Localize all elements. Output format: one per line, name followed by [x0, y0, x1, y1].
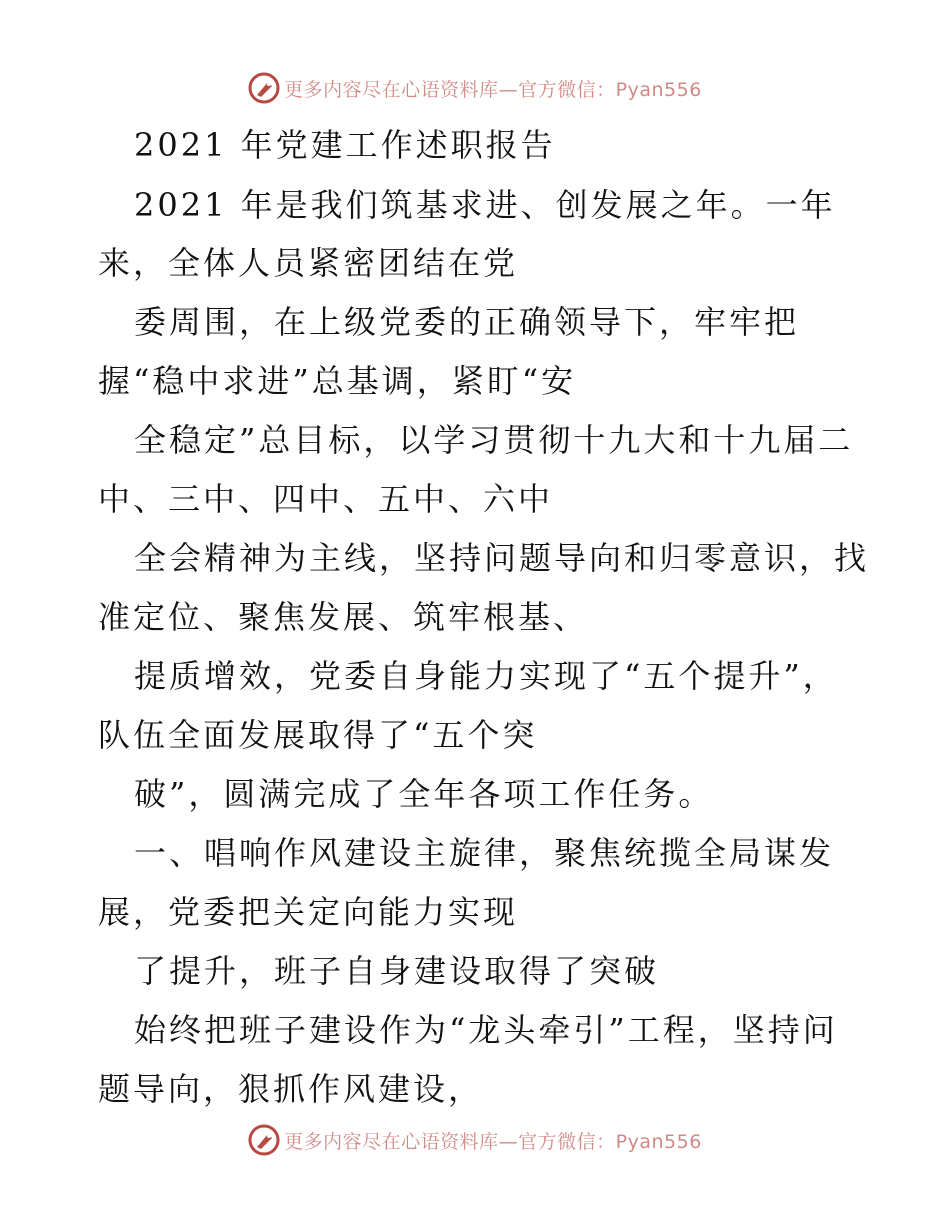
section-heading-line: 展，党委把关定向能力实现: [98, 893, 519, 931]
paragraph-line: 全会精神为主线，坚持问题导向和归零意识，找: [134, 539, 870, 577]
paragraph-line: 准定位、聚焦发展、筑牢根基、: [98, 598, 589, 636]
paragraph-line: 始终把班子建设作为“龙头牵引”工程，坚持问: [134, 1011, 838, 1049]
paragraph-line: 握“稳中求进”总基调，紧盯“安: [98, 362, 577, 400]
section-heading-line: 了提升，班子自身建设取得了突破: [134, 952, 660, 990]
paragraph-line: 提质增效，党委自身能力实现了“五个提升”，: [134, 657, 838, 695]
watermark-text: 更多内容尽在心语资料库—官方微信：Pyan556: [284, 78, 702, 101]
paragraph-line: 来，全体人员紧密团结在党: [98, 244, 519, 282]
paragraph-line: 中、三中、四中、五中、六中: [98, 480, 554, 518]
paragraph-line: 2021 年是我们筑基求进、创发展之年。一年: [134, 186, 836, 224]
document-title: 2021 年党建工作述职报告: [134, 126, 556, 164]
watermark-text: 更多内容尽在心语资料库—官方微信：Pyan556: [284, 1130, 702, 1153]
pen-nib-seal-icon: [248, 1124, 280, 1156]
section-heading-line: 一、唱响作风建设主旋律，聚焦统揽全局谋发: [134, 834, 835, 872]
paragraph-line: 破”，圆满完成了全年各项工作任务。: [134, 775, 714, 813]
paragraph-line: 全稳定”总目标，以学习贯彻十九大和十九届二: [134, 421, 854, 459]
paragraph-line: 队伍全面发展取得了“五个突: [98, 716, 538, 754]
paragraph-line: 题导向，狠抓作风建设，: [98, 1070, 484, 1108]
paragraph-line: 委周围，在上级党委的正确领导下，牢牢把: [134, 303, 800, 341]
watermark-banner-bottom: [0, 1124, 950, 1156]
